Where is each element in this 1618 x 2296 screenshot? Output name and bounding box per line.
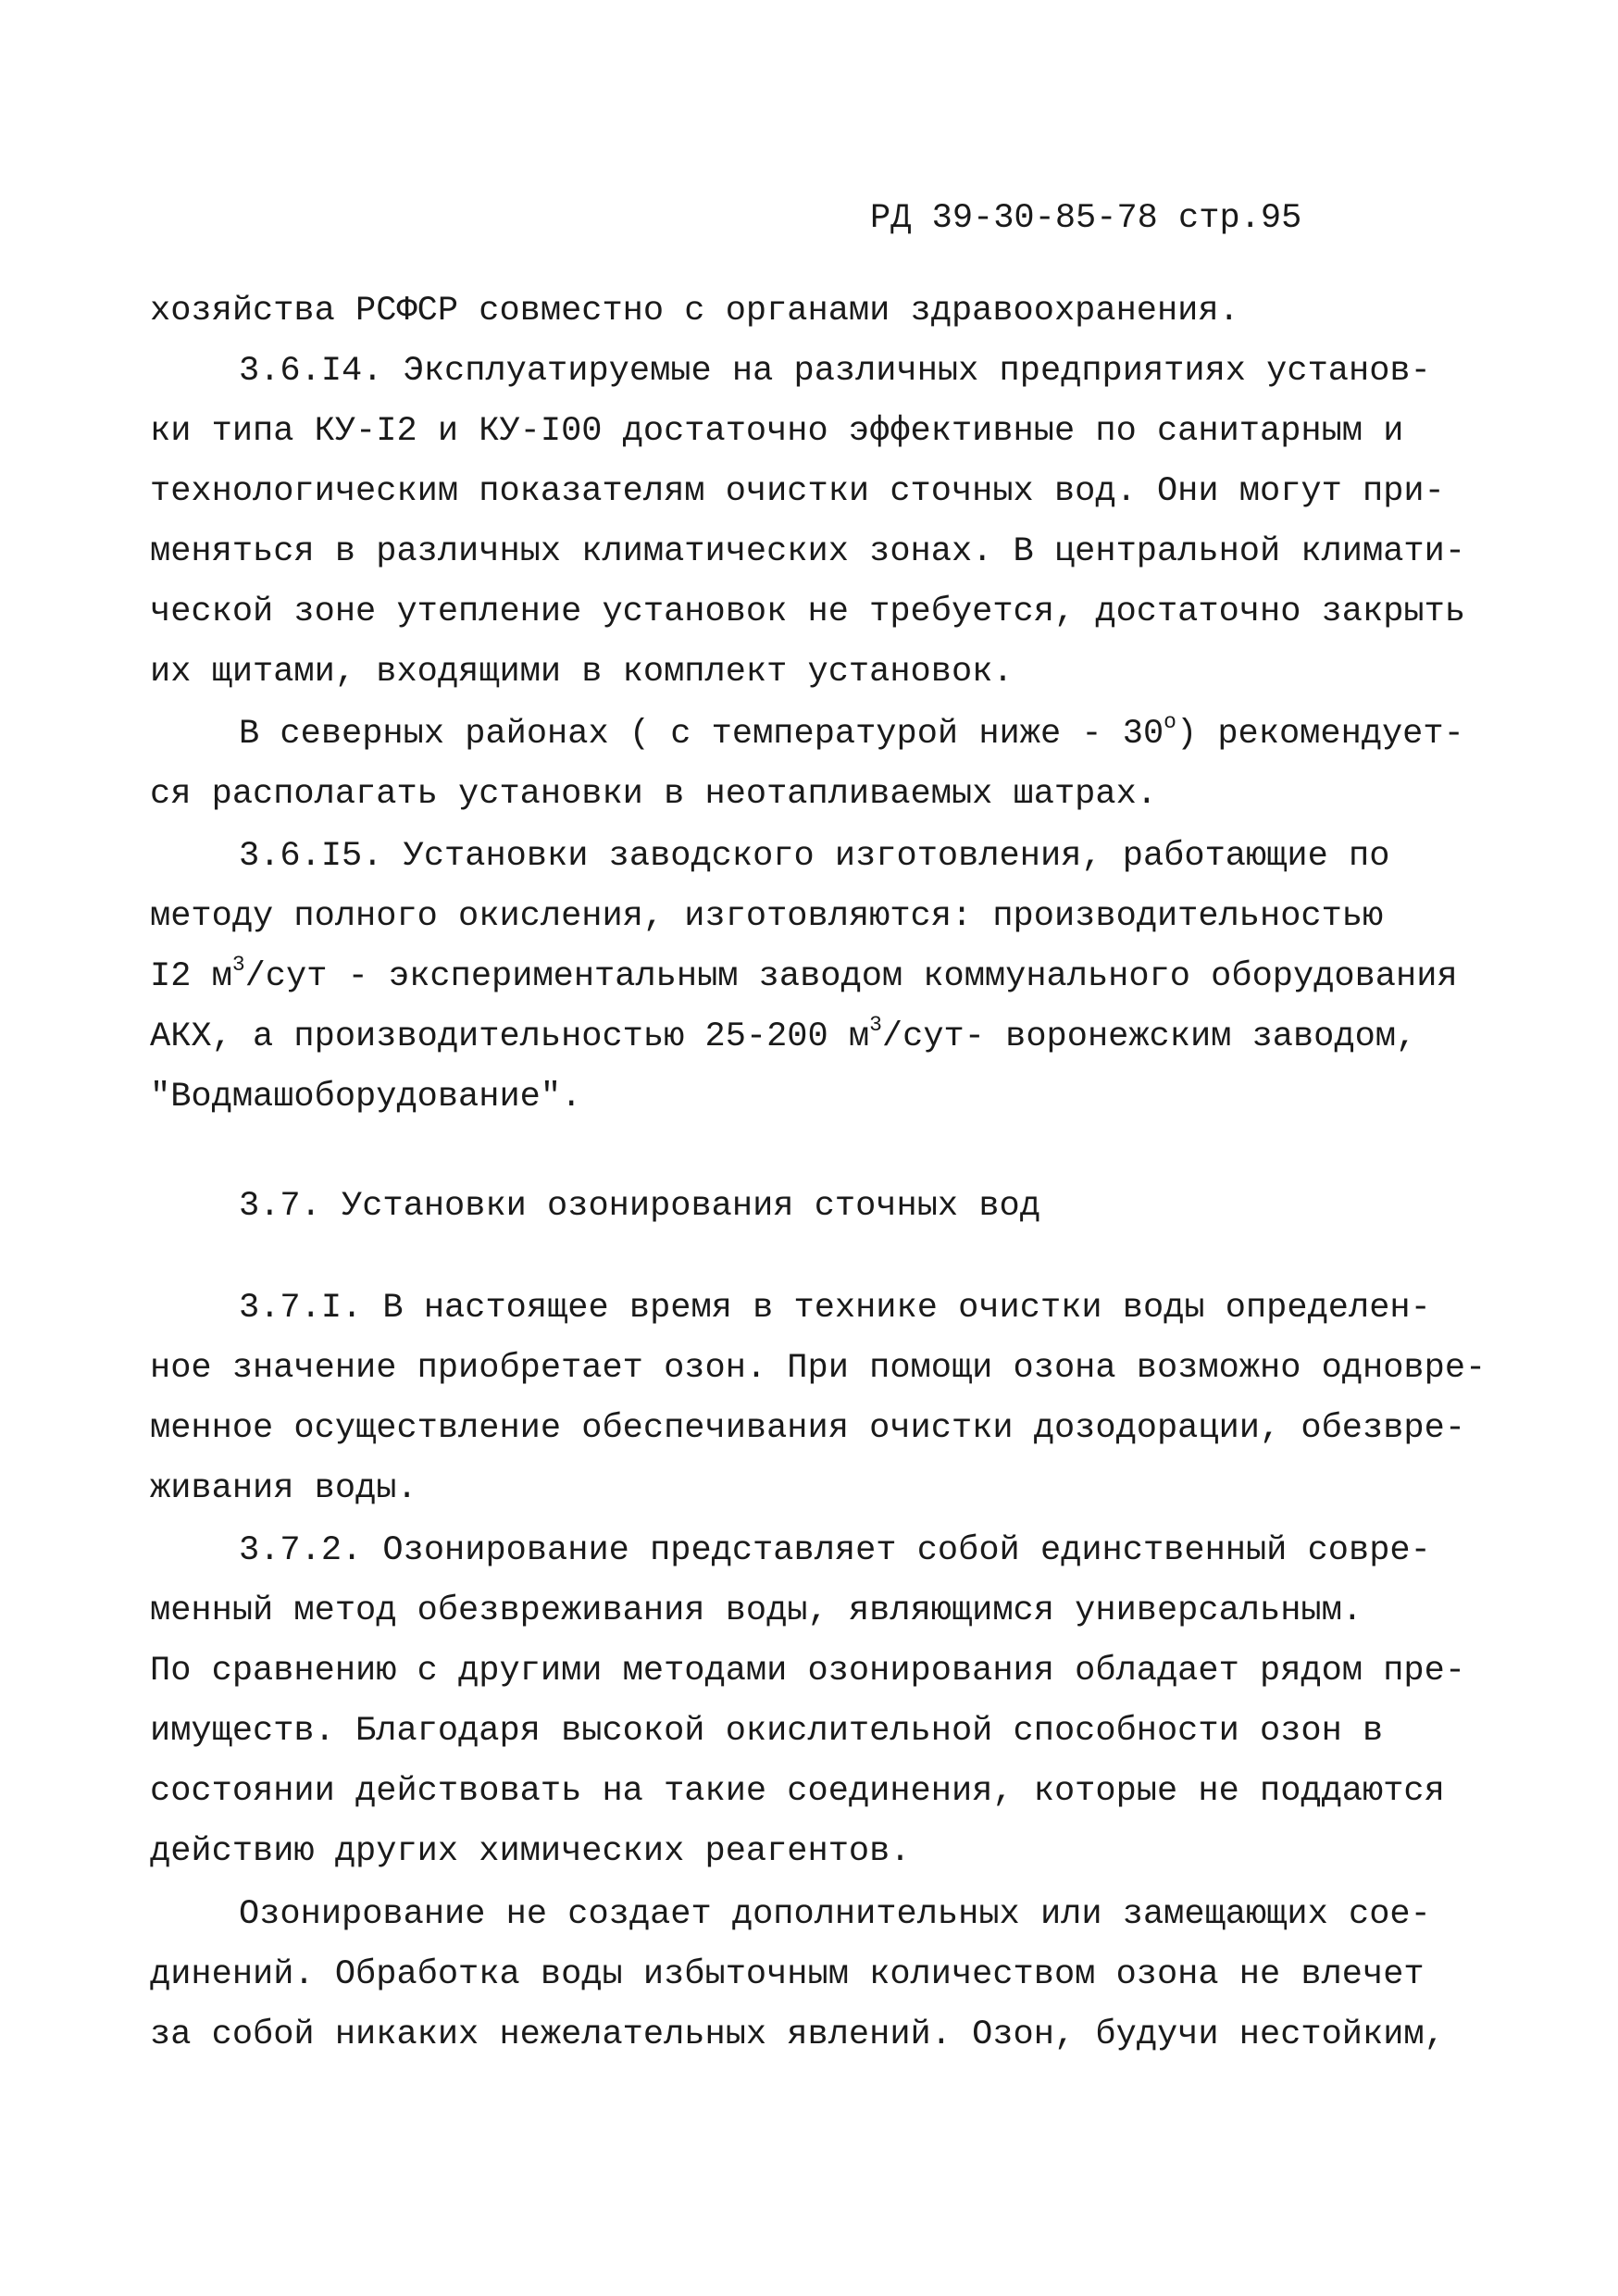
text-line: имуществ. Благодаря высокой окислительной способности озон в [150, 1712, 1384, 1751]
text-line [150, 952, 1458, 996]
text-line: их щитами, входящими в комплект установок. [150, 653, 1014, 692]
degree-superscript: о [1164, 709, 1176, 734]
text-line: состоянии действовать на такие соединения, которые не поддаются [150, 1772, 1445, 1811]
text-line: менное осуществление обеспечивания очистки дозодорации, обезвре- [150, 1409, 1466, 1448]
text-fragment: /сут - экспериментальным заводом коммунального оборудования [244, 957, 1458, 996]
text-line: хозяйства РСФСР совместно с органами здравоохранения. [150, 292, 1239, 331]
text-line: "Водмашоборудование". [150, 1078, 582, 1117]
text-fragment: I2 м [150, 957, 232, 996]
text-line: ся располагать установки в неотапливаемых шатрах. [150, 775, 1157, 814]
text-line [239, 709, 1464, 754]
cubic-superscript: 3 [231, 952, 245, 977]
text-line: менный метод обезвреживания воды, являющимся универсальным. [150, 1591, 1363, 1630]
text-line: технологическим показателям очистки сточных вод. Они могут при- [150, 472, 1445, 511]
text-line: действию других химических реагентов. [150, 1832, 911, 1871]
text-fragment: ) рекомендует- [1176, 715, 1464, 754]
section-title: 3.7. Установки озонирования сточных вод [239, 1187, 1040, 1226]
text-line [150, 1012, 1417, 1056]
text-line: 3.6.I4. Эксплуатируемые на различных предприятиях установ- [239, 352, 1431, 391]
text-line: 3.6.I5. Установки заводского изготовления, работающие по [239, 837, 1390, 876]
text-line: 3.7.I. В настоящее время в технике очистки воды определен- [239, 1289, 1431, 1328]
text-line: живания воды. [150, 1469, 417, 1508]
text-line: меняться в различных климатических зонах. В центральной климати- [150, 532, 1466, 571]
text-line: 3.7.2. Озонирование представляет собой единственный совре- [239, 1531, 1431, 1570]
text-fragment: АКХ, а производительностью 25-200 м [150, 1017, 870, 1056]
text-fragment: /сут- воронежским заводом, [881, 1017, 1417, 1056]
text-line: По сравнению с другими методами озонирования обладает рядом пре- [150, 1652, 1466, 1691]
text-line: ки типа КУ-I2 и КУ-I00 достаточно эффективные по санитарным и [150, 412, 1404, 451]
cubic-superscript: 3 [869, 1012, 882, 1037]
page-header: РД 39-30-85-78 стр.95 [870, 199, 1302, 238]
text-line: ческой зоне утепление установок не требуется, достаточно закрыть [150, 593, 1466, 631]
text-line: методу полного окисления, изготовляются: производительностью [150, 897, 1384, 936]
text-line: ное значение приобретает озон. При помощи озона возможно одновре- [150, 1349, 1487, 1388]
text-line: за собой никаких нежелательных явлений. Озон, будучи нестойким, [150, 2015, 1445, 2054]
text-fragment: В северных районах ( с температурой ниже - 30 [239, 715, 1164, 754]
text-line: динений. Обработка воды избыточным количеством озона не влечет [150, 1955, 1425, 1994]
text-line: Озонирование не создает дополнительных или замещающих сое- [239, 1895, 1431, 1934]
